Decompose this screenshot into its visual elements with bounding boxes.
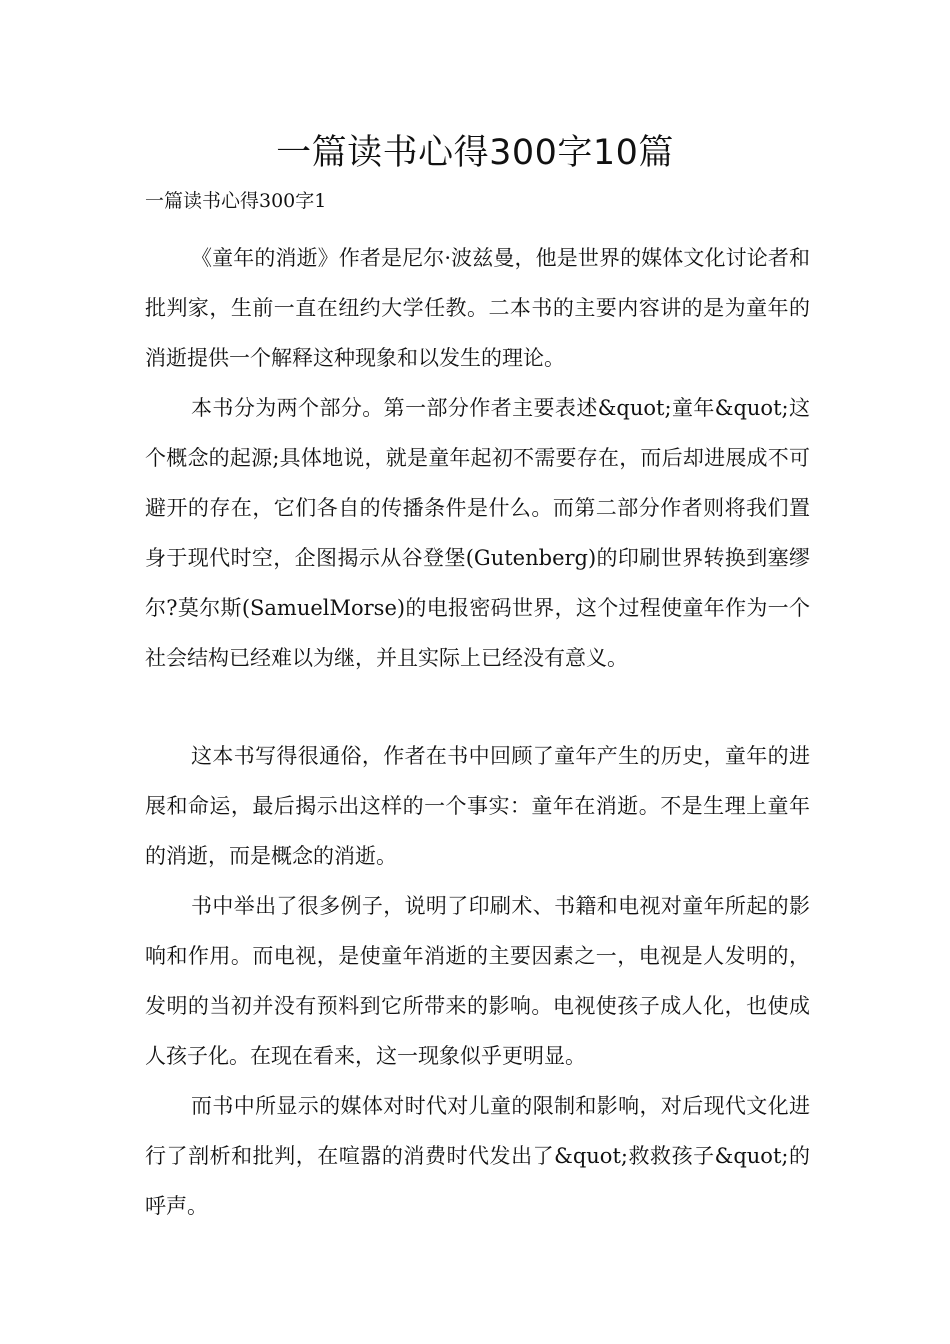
paragraph-4: 书中举出了很多例子，说明了印刷术、书籍和电视对童年所起的影响和作用。而电视，是使童年消逝的主要因素之一，电视是人发明的，发明的当初并没有预料到它所带来的影响。电视使孩子成人化，也使成人孩子化。在现在看来，这一现象似乎更明显。 — [145, 894, 810, 1068]
page-title: 一篇读书心得300字10篇 — [276, 133, 674, 173]
paragraph-1: 《童年的消逝》作者是尼尔·波兹曼，他是世界的媒体文化讨论者和批判家，生前一直在纽约大学任教。二本书的主要内容讲的是为童年的消逝提供一个解释这种现象和以发生的理论。 — [145, 246, 810, 370]
document-body — [145, 233, 810, 1231]
paragraph-5: 而书中所显示的媒体对时代对儿童的限制和影响，对后现代文化进行了剖析和批判，在喧嚣的消费时代发出了&quot;救救孩子&quot;的呼声。 — [145, 1094, 810, 1218]
section-subtitle: 一篇读书心得300字1 — [145, 190, 327, 212]
paragraph-3: 这本书写得很通俗，作者在书中回顾了童年产生的历史，童年的进展和命运，最后揭示出这样的一个事实：童年在消逝。不是生理上童年的消逝，而是概念的消逝。 — [145, 744, 810, 868]
paragraph-2: 本书分为两个部分。第一部分作者主要表述&quot;童年&quot;这个概念的起源;具体地说，就是童年起初不需要存在，而后却进展成不可避开的存在，它们各自的传播条件是什么。而第二部分作者则将我们置身于现代时空，企图揭示从谷登堡(Gutenberg)的印刷世界转换到塞缪尔?莫尔斯(SamuelMorse)的电报密码世界，这个过程使童年作为一个社会结构已经难以为继，并且实际上已经没有意义。 — [145, 396, 810, 670]
